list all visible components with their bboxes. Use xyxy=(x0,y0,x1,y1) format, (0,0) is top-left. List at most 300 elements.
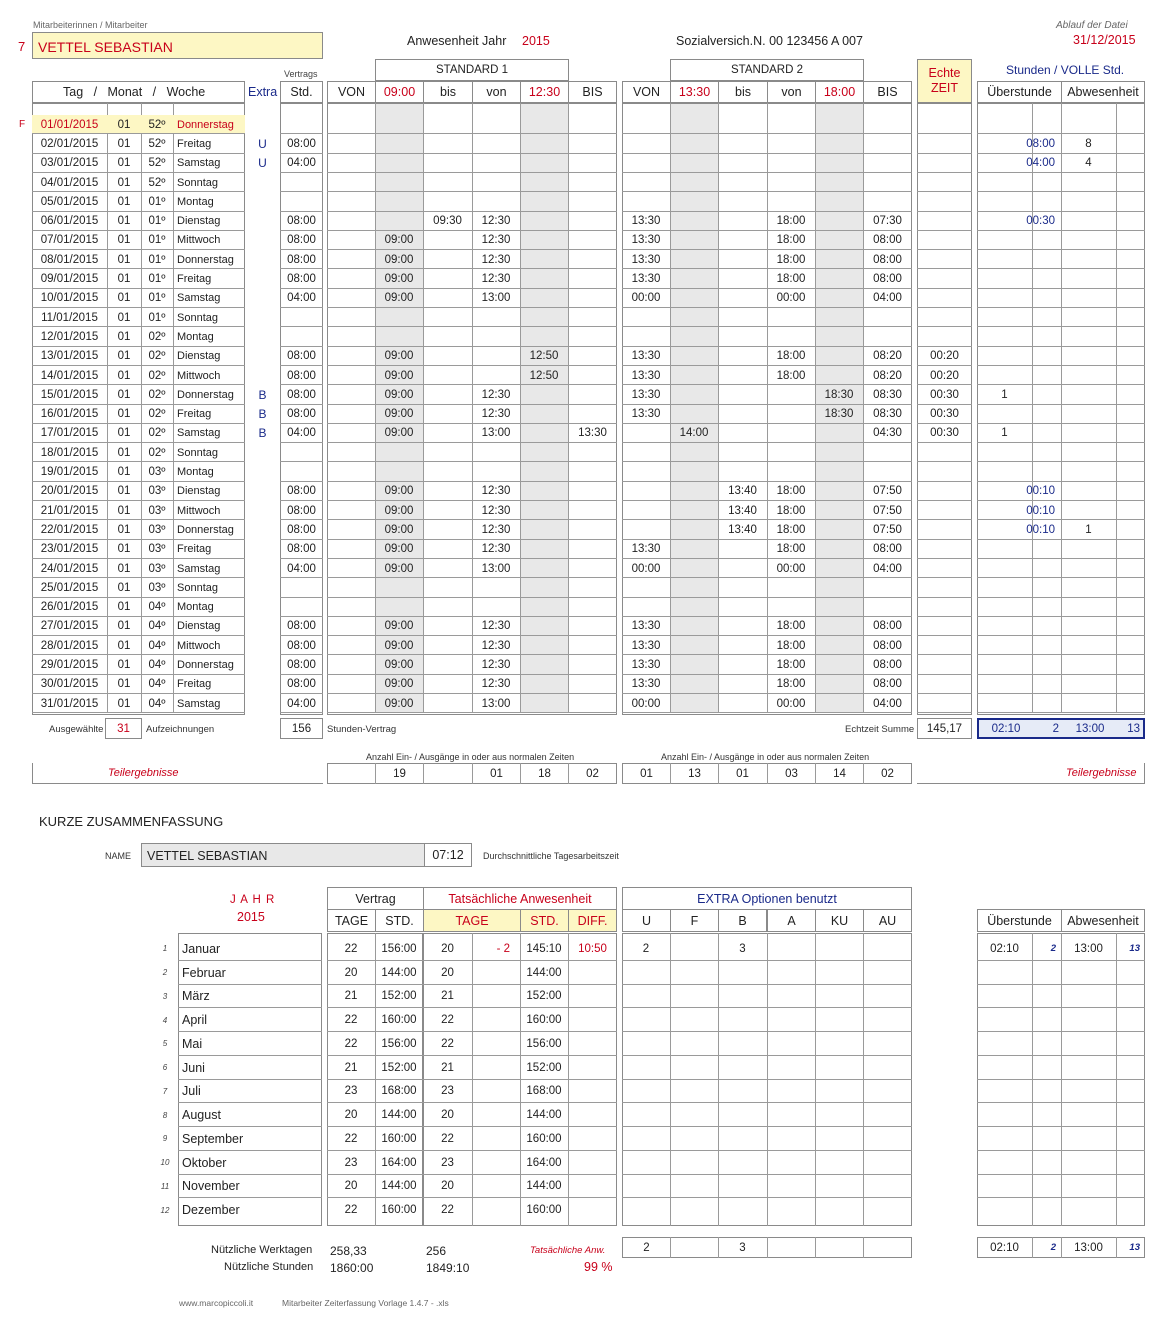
cell-end-1[interactable] xyxy=(520,655,568,674)
cell-BIS-2[interactable]: 08:00 xyxy=(873,659,902,672)
cell-end-2[interactable] xyxy=(815,212,863,231)
cell-overtime-count[interactable] xyxy=(1032,617,1061,636)
cell-real-time[interactable]: 00:30 xyxy=(930,427,959,440)
cell-bis-1[interactable] xyxy=(423,347,472,366)
cell-von2-2[interactable]: 18:00 xyxy=(776,253,806,266)
cell-start-2[interactable] xyxy=(670,655,718,674)
cell-end-1[interactable] xyxy=(520,405,568,424)
cell-real-time[interactable] xyxy=(917,578,972,597)
cell-absence-count[interactable] xyxy=(1116,327,1145,346)
cell-absence-count[interactable] xyxy=(1116,636,1145,655)
cell-von-1[interactable] xyxy=(327,327,375,346)
cell-start-2[interactable] xyxy=(670,269,718,288)
cell-start-1[interactable]: 09:00 xyxy=(384,427,414,440)
cell-von-1[interactable] xyxy=(327,231,375,250)
cell-absence-count[interactable] xyxy=(1116,520,1145,539)
cell-bis-1[interactable] xyxy=(423,655,472,674)
cell-absence-count[interactable] xyxy=(1116,482,1145,501)
cell-von-2[interactable] xyxy=(622,115,670,134)
cell-end-2[interactable] xyxy=(815,366,863,385)
cell-overtime-count[interactable] xyxy=(1032,327,1061,346)
cell-von-1[interactable] xyxy=(327,405,375,424)
cell-start-2[interactable] xyxy=(670,578,718,597)
cell-BIS-2[interactable]: 08:00 xyxy=(873,253,902,266)
cell-absence-count[interactable] xyxy=(1116,675,1145,694)
cell-start-1[interactable]: 09:00 xyxy=(384,543,414,556)
cell-BIS-1[interactable] xyxy=(568,250,617,269)
cell-overtime[interactable] xyxy=(977,617,1032,636)
cell-von-1[interactable] xyxy=(327,675,375,694)
cell-overtime-count[interactable] xyxy=(1032,598,1061,617)
cell-real-time[interactable] xyxy=(917,134,972,153)
cell-real-time[interactable] xyxy=(917,308,972,327)
cell-overtime[interactable] xyxy=(977,327,1032,346)
cell-von2-1[interactable]: 13:00 xyxy=(481,562,511,575)
cell-bis-1[interactable] xyxy=(423,269,472,288)
cell-von-2[interactable]: 13:30 xyxy=(631,678,661,691)
cell-real-time[interactable] xyxy=(917,655,972,674)
cell-BIS-1[interactable]: 13:30 xyxy=(578,427,607,440)
cell-end-1[interactable] xyxy=(520,675,568,694)
cell-von-2[interactable]: 13:30 xyxy=(631,620,661,633)
cell-overtime-count[interactable] xyxy=(1032,250,1061,269)
cell-von2-2[interactable] xyxy=(767,308,815,327)
cell-von2-1[interactable]: 12:30 xyxy=(481,504,511,517)
cell-absence-count[interactable] xyxy=(1116,154,1145,173)
cell-contract-hours[interactable]: 08:00 xyxy=(287,659,316,672)
cell-bis-2[interactable] xyxy=(718,424,767,443)
cell-bis-1[interactable] xyxy=(423,520,472,539)
cell-overtime-count[interactable] xyxy=(1032,231,1061,250)
cell-von-1[interactable] xyxy=(327,520,375,539)
cell-BIS-2[interactable]: 04:00 xyxy=(873,562,902,575)
cell-bis-1[interactable] xyxy=(423,366,472,385)
cell-bis-1[interactable] xyxy=(423,462,472,481)
cell-end-1[interactable] xyxy=(520,501,568,520)
cell-bis-2[interactable] xyxy=(718,134,767,153)
cell-real-time[interactable] xyxy=(917,327,972,346)
cell-contract-hours[interactable]: 08:00 xyxy=(287,620,316,633)
cell-von2-1[interactable]: 13:00 xyxy=(481,292,511,305)
cell-von-1[interactable] xyxy=(327,598,375,617)
cell-von-1[interactable] xyxy=(327,482,375,501)
cell-von2-2[interactable]: 18:00 xyxy=(776,523,806,536)
cell-overtime[interactable] xyxy=(977,675,1032,694)
cell-overtime-count[interactable] xyxy=(1032,366,1061,385)
cell-start-2[interactable] xyxy=(670,617,718,636)
cell-von-2[interactable] xyxy=(622,424,670,443)
cell-overtime-count[interactable] xyxy=(1032,115,1061,134)
cell-start-2[interactable] xyxy=(670,173,718,192)
cell-start-2[interactable] xyxy=(670,694,718,713)
cell-real-time[interactable]: 00:30 xyxy=(930,388,959,401)
cell-von-2[interactable]: 13:30 xyxy=(631,350,661,363)
cell-real-time[interactable] xyxy=(917,617,972,636)
cell-von2-1[interactable]: 12:30 xyxy=(481,234,511,247)
cell-end-2[interactable]: 18:30 xyxy=(824,388,854,401)
cell-overtime-count[interactable]: 00:10 xyxy=(1026,504,1055,517)
cell-bis-2[interactable] xyxy=(718,308,767,327)
cell-von-2[interactable]: 13:30 xyxy=(631,388,661,401)
cell-absence-count[interactable] xyxy=(1116,308,1145,327)
cell-contract-hours[interactable]: 04:00 xyxy=(287,157,316,170)
cell-von2-2[interactable] xyxy=(767,462,815,481)
cell-bis-1[interactable] xyxy=(423,405,472,424)
cell-von2-1[interactable]: 12:30 xyxy=(481,523,511,536)
cell-von-2[interactable]: 13:30 xyxy=(631,215,661,228)
cell-overtime[interactable] xyxy=(977,269,1032,288)
cell-real-time[interactable] xyxy=(917,559,972,578)
cell-BIS-2[interactable]: 08:30 xyxy=(873,408,902,421)
cell-end-1[interactable] xyxy=(520,424,568,443)
cell-absence[interactable] xyxy=(1061,462,1116,481)
cell-von-1[interactable] xyxy=(327,655,375,674)
cell-von2-1[interactable]: 12:30 xyxy=(481,678,511,691)
cell-bis-1[interactable] xyxy=(423,424,472,443)
cell-bis-2[interactable] xyxy=(718,617,767,636)
cell-absence-count[interactable] xyxy=(1116,366,1145,385)
cell-start-2[interactable] xyxy=(670,347,718,366)
cell-absence[interactable] xyxy=(1061,231,1116,250)
cell-BIS-1[interactable] xyxy=(568,405,617,424)
cell-overtime[interactable] xyxy=(977,289,1032,308)
cell-BIS-2[interactable]: 08:20 xyxy=(873,350,902,363)
cell-start-2[interactable] xyxy=(670,250,718,269)
cell-start-2[interactable] xyxy=(670,675,718,694)
cell-absence-count[interactable] xyxy=(1116,617,1145,636)
cell-overtime[interactable] xyxy=(977,405,1032,424)
cell-absence-count[interactable] xyxy=(1116,578,1145,597)
cell-overtime-count[interactable] xyxy=(1032,385,1061,404)
cell-von-2[interactable] xyxy=(622,501,670,520)
cell-absence[interactable]: 1 xyxy=(1085,523,1092,536)
cell-bis-2[interactable] xyxy=(718,366,767,385)
cell-real-time[interactable] xyxy=(917,231,972,250)
cell-end-1[interactable] xyxy=(520,231,568,250)
cell-bis-1[interactable] xyxy=(423,598,472,617)
cell-von-2[interactable] xyxy=(622,578,670,597)
cell-BIS-1[interactable] xyxy=(568,115,617,134)
cell-von-2[interactable] xyxy=(622,192,670,211)
cell-end-1[interactable] xyxy=(520,154,568,173)
cell-BIS-1[interactable] xyxy=(568,694,617,713)
cell-end-2[interactable] xyxy=(815,443,863,462)
cell-start-1[interactable]: 09:00 xyxy=(384,504,414,517)
cell-von-1[interactable] xyxy=(327,347,375,366)
cell-von-2[interactable] xyxy=(622,173,670,192)
cell-start-2[interactable] xyxy=(670,231,718,250)
cell-bis-1[interactable] xyxy=(423,154,472,173)
cell-real-time[interactable] xyxy=(917,501,972,520)
cell-start-1[interactable] xyxy=(375,212,423,231)
cell-von-2[interactable]: 13:30 xyxy=(631,543,661,556)
cell-bis-1[interactable] xyxy=(423,559,472,578)
cell-contract-hours[interactable]: 04:00 xyxy=(287,292,316,305)
cell-absence-count[interactable] xyxy=(1116,655,1145,674)
cell-von-2[interactable] xyxy=(622,520,670,539)
footer-site[interactable]: www.marcopiccoli.it xyxy=(179,1298,254,1308)
cell-absence-count[interactable] xyxy=(1116,269,1145,288)
cell-overtime-count[interactable] xyxy=(1032,289,1061,308)
cell-BIS-2[interactable] xyxy=(863,173,912,192)
cell-contract-hours[interactable]: 04:00 xyxy=(287,697,316,710)
cell-bis-1[interactable] xyxy=(423,192,472,211)
cell-real-time[interactable]: 00:20 xyxy=(930,350,959,363)
cell-BIS-2[interactable]: 08:00 xyxy=(873,273,902,286)
cell-absence[interactable] xyxy=(1061,559,1116,578)
cell-BIS-1[interactable] xyxy=(568,308,617,327)
cell-von-1[interactable] xyxy=(327,269,375,288)
cell-von2-1[interactable]: 12:30 xyxy=(481,639,511,652)
cell-contract-hours[interactable] xyxy=(280,462,323,481)
cell-overtime[interactable] xyxy=(977,578,1032,597)
cell-end-2[interactable] xyxy=(815,675,863,694)
cell-absence-count[interactable] xyxy=(1116,385,1145,404)
cell-start-2[interactable] xyxy=(670,482,718,501)
cell-real-time[interactable] xyxy=(917,598,972,617)
cell-BIS-1[interactable] xyxy=(568,598,617,617)
cell-absence-count[interactable] xyxy=(1116,540,1145,559)
cell-von2-1[interactable]: 12:30 xyxy=(481,620,511,633)
cell-contract-hours[interactable]: 04:00 xyxy=(287,562,316,575)
cell-absence[interactable]: 8 xyxy=(1085,137,1092,150)
cell-von2-2[interactable] xyxy=(767,134,815,153)
cell-end-1[interactable] xyxy=(520,578,568,597)
cell-von-2[interactable] xyxy=(622,154,670,173)
cell-overtime-count[interactable] xyxy=(1032,675,1061,694)
cell-overtime-count[interactable] xyxy=(1032,559,1061,578)
cell-von2-1[interactable]: 12:30 xyxy=(481,215,511,228)
cell-overtime-count[interactable] xyxy=(1032,424,1061,443)
cell-start-2[interactable] xyxy=(670,192,718,211)
cell-real-time[interactable] xyxy=(917,675,972,694)
cell-von2-1[interactable] xyxy=(472,308,520,327)
cell-real-time[interactable] xyxy=(917,289,972,308)
cell-start-1[interactable] xyxy=(375,327,423,346)
cell-real-time[interactable] xyxy=(917,250,972,269)
cell-start-1[interactable]: 09:00 xyxy=(384,678,414,691)
cell-overtime[interactable]: 1 xyxy=(1001,388,1008,401)
cell-end-1[interactable] xyxy=(520,250,568,269)
cell-bis-2[interactable] xyxy=(718,173,767,192)
cell-overtime[interactable] xyxy=(977,154,1032,173)
cell-von2-1[interactable] xyxy=(472,173,520,192)
cell-start-1[interactable] xyxy=(375,192,423,211)
cell-contract-hours[interactable] xyxy=(280,327,323,346)
cell-contract-hours[interactable]: 08:00 xyxy=(287,543,316,556)
cell-absence-count[interactable] xyxy=(1116,347,1145,366)
cell-real-time[interactable]: 00:30 xyxy=(930,408,959,421)
cell-end-2[interactable] xyxy=(815,482,863,501)
cell-overtime[interactable] xyxy=(977,636,1032,655)
cell-absence[interactable] xyxy=(1061,308,1116,327)
cell-contract-hours[interactable] xyxy=(280,115,323,134)
cell-bis-2[interactable] xyxy=(718,192,767,211)
cell-von2-1[interactable] xyxy=(472,154,520,173)
cell-von2-1[interactable]: 12:30 xyxy=(481,253,511,266)
cell-start-1[interactable]: 09:00 xyxy=(384,234,414,247)
cell-von2-2[interactable]: 18:00 xyxy=(776,485,806,498)
cell-end-2[interactable] xyxy=(815,327,863,346)
cell-absence[interactable] xyxy=(1061,482,1116,501)
cell-overtime[interactable] xyxy=(977,366,1032,385)
cell-von-1[interactable] xyxy=(327,134,375,153)
cell-overtime[interactable]: 1 xyxy=(1001,427,1008,440)
cell-von-1[interactable] xyxy=(327,559,375,578)
cell-absence[interactable] xyxy=(1061,385,1116,404)
cell-bis-2[interactable] xyxy=(718,115,767,134)
cell-real-time[interactable] xyxy=(917,482,972,501)
cell-overtime-count[interactable] xyxy=(1032,655,1061,674)
cell-von-1[interactable] xyxy=(327,250,375,269)
cell-start-2[interactable] xyxy=(670,212,718,231)
cell-end-2[interactable] xyxy=(815,559,863,578)
cell-von-1[interactable] xyxy=(327,694,375,713)
cell-von-1[interactable] xyxy=(327,192,375,211)
cell-bis-2[interactable]: 13:40 xyxy=(728,523,757,536)
cell-BIS-2[interactable]: 08:30 xyxy=(873,388,902,401)
cell-end-2[interactable] xyxy=(815,154,863,173)
cell-start-1[interactable] xyxy=(375,462,423,481)
cell-start-2[interactable] xyxy=(670,405,718,424)
cell-bis-1[interactable] xyxy=(423,115,472,134)
cell-bis-2[interactable] xyxy=(718,154,767,173)
cell-bis-2[interactable] xyxy=(718,405,767,424)
cell-bis-1[interactable] xyxy=(423,134,472,153)
cell-absence-count[interactable] xyxy=(1116,173,1145,192)
cell-overtime[interactable] xyxy=(977,212,1032,231)
cell-start-2[interactable] xyxy=(670,289,718,308)
cell-absence-count[interactable] xyxy=(1116,212,1145,231)
cell-end-2[interactable] xyxy=(815,347,863,366)
cell-contract-hours[interactable]: 08:00 xyxy=(287,388,316,401)
cell-end-2[interactable] xyxy=(815,520,863,539)
cell-bis-2[interactable] xyxy=(718,462,767,481)
cell-overtime[interactable] xyxy=(977,540,1032,559)
cell-BIS-1[interactable] xyxy=(568,636,617,655)
cell-start-1[interactable]: 09:00 xyxy=(384,350,414,363)
cell-BIS-2[interactable] xyxy=(863,462,912,481)
cell-absence-count[interactable] xyxy=(1116,559,1145,578)
cell-start-1[interactable]: 09:00 xyxy=(384,562,414,575)
cell-von2-2[interactable] xyxy=(767,443,815,462)
cell-absence[interactable] xyxy=(1061,405,1116,424)
cell-bis-1[interactable] xyxy=(423,250,472,269)
cell-BIS-1[interactable] xyxy=(568,366,617,385)
cell-absence-count[interactable] xyxy=(1116,250,1145,269)
cell-BIS-2[interactable]: 08:00 xyxy=(873,639,902,652)
cell-BIS-1[interactable] xyxy=(568,347,617,366)
cell-von-1[interactable] xyxy=(327,212,375,231)
cell-overtime[interactable] xyxy=(977,192,1032,211)
cell-overtime[interactable] xyxy=(977,559,1032,578)
cell-overtime[interactable] xyxy=(977,308,1032,327)
cell-absence[interactable] xyxy=(1061,694,1116,713)
cell-contract-hours[interactable]: 08:00 xyxy=(287,523,316,536)
cell-overtime[interactable] xyxy=(977,347,1032,366)
cell-BIS-1[interactable] xyxy=(568,462,617,481)
cell-von-2[interactable] xyxy=(622,462,670,481)
cell-bis-2[interactable] xyxy=(718,578,767,597)
cell-absence[interactable] xyxy=(1061,173,1116,192)
cell-von-1[interactable] xyxy=(327,443,375,462)
cell-contract-hours[interactable] xyxy=(280,578,323,597)
cell-BIS-2[interactable]: 04:30 xyxy=(873,427,902,440)
cell-end-1[interactable] xyxy=(520,540,568,559)
cell-von-2[interactable]: 00:00 xyxy=(631,292,661,305)
cell-von2-2[interactable] xyxy=(767,385,815,404)
cell-bis-2[interactable] xyxy=(718,694,767,713)
cell-absence[interactable] xyxy=(1061,250,1116,269)
cell-end-1[interactable] xyxy=(520,289,568,308)
cell-contract-hours[interactable] xyxy=(280,308,323,327)
cell-start-1[interactable]: 09:00 xyxy=(384,253,414,266)
cell-bis-2[interactable] xyxy=(718,250,767,269)
cell-start-2[interactable] xyxy=(670,443,718,462)
cell-BIS-2[interactable] xyxy=(863,134,912,153)
cell-bis-1[interactable] xyxy=(423,327,472,346)
cell-BIS-2[interactable] xyxy=(863,578,912,597)
cell-von2-2[interactable] xyxy=(767,154,815,173)
cell-absence[interactable] xyxy=(1061,675,1116,694)
cell-von2-1[interactable] xyxy=(472,462,520,481)
cell-absence[interactable] xyxy=(1061,636,1116,655)
cell-contract-hours[interactable]: 08:00 xyxy=(287,273,316,286)
cell-bis-2[interactable] xyxy=(718,289,767,308)
cell-end-1[interactable] xyxy=(520,308,568,327)
cell-bis-2[interactable] xyxy=(718,327,767,346)
cell-overtime[interactable] xyxy=(977,462,1032,481)
cell-start-1[interactable]: 09:00 xyxy=(384,639,414,652)
cell-overtime-count[interactable] xyxy=(1032,636,1061,655)
cell-von2-2[interactable] xyxy=(767,405,815,424)
cell-start-2[interactable] xyxy=(670,115,718,134)
cell-von2-2[interactable]: 18:00 xyxy=(776,504,806,517)
cell-start-2[interactable] xyxy=(670,540,718,559)
cell-end-2[interactable] xyxy=(815,173,863,192)
cell-von-2[interactable]: 13:30 xyxy=(631,253,661,266)
cell-end-1[interactable] xyxy=(520,134,568,153)
cell-von2-1[interactable]: 12:30 xyxy=(481,485,511,498)
cell-von-2[interactable]: 13:30 xyxy=(631,408,661,421)
cell-real-time[interactable] xyxy=(917,173,972,192)
cell-BIS-1[interactable] xyxy=(568,501,617,520)
cell-BIS-1[interactable] xyxy=(568,617,617,636)
cell-von2-2[interactable]: 18:00 xyxy=(776,273,806,286)
cell-end-1[interactable] xyxy=(520,462,568,481)
cell-end-1[interactable] xyxy=(520,212,568,231)
cell-von2-1[interactable] xyxy=(472,578,520,597)
cell-absence[interactable] xyxy=(1061,212,1116,231)
cell-overtime-count[interactable]: 00:10 xyxy=(1026,523,1055,536)
cell-BIS-1[interactable] xyxy=(568,655,617,674)
cell-absence[interactable] xyxy=(1061,598,1116,617)
cell-von2-1[interactable] xyxy=(472,192,520,211)
cell-BIS-2[interactable] xyxy=(863,192,912,211)
cell-von-2[interactable] xyxy=(622,327,670,346)
cell-start-1[interactable] xyxy=(375,578,423,597)
cell-start-2[interactable] xyxy=(670,520,718,539)
cell-BIS-1[interactable] xyxy=(568,134,617,153)
cell-start-2[interactable] xyxy=(670,308,718,327)
cell-contract-hours[interactable]: 08:00 xyxy=(287,678,316,691)
cell-bis-2[interactable] xyxy=(718,385,767,404)
cell-start-1[interactable] xyxy=(375,173,423,192)
cell-overtime-count[interactable] xyxy=(1032,443,1061,462)
cell-real-time[interactable] xyxy=(917,520,972,539)
cell-contract-hours[interactable]: 08:00 xyxy=(287,639,316,652)
cell-BIS-1[interactable] xyxy=(568,212,617,231)
